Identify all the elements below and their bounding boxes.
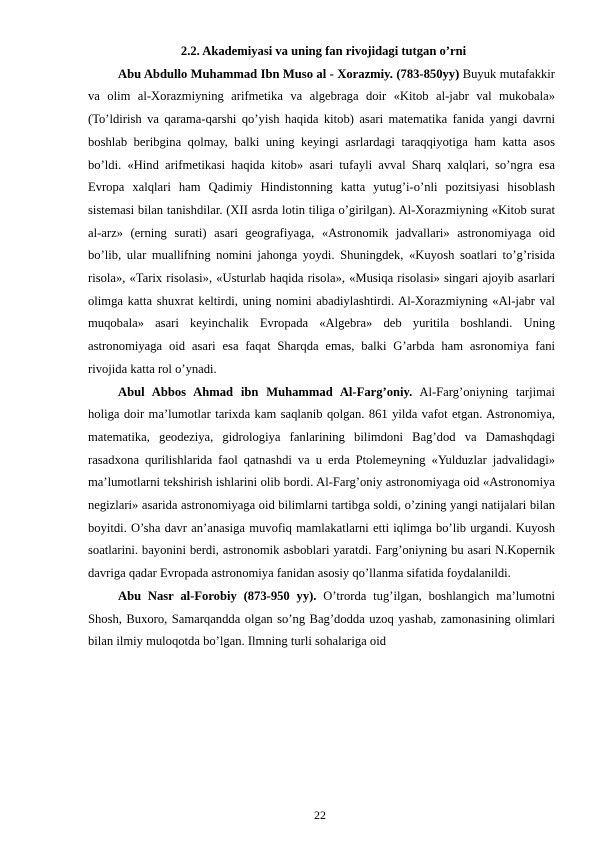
paragraph-lead: Abu Abdullo Muhammad Ibn Muso al - Xorazmiy. (783-850yy)	[118, 66, 460, 81]
paragraph-lead: Abul Abbos Ahmad ibn Muhammad Al-Farg’oniy.	[118, 384, 413, 399]
paragraph-forobiy	[88, 585, 555, 653]
paragraph-fargoniy	[88, 381, 555, 585]
paragraph-body: O’trorda tug’ilgan, boshlangich ma’lumotni Shosh, Buxoro, Samarqandda olgan so’ng Bag’dodda uzoq yashab, zamonasining olimlari bilan ilmiy muloqotda bo’lgan. Ilmning turli sohalariga oid	[88, 588, 555, 649]
document-page	[88, 40, 555, 653]
page-number: 22	[314, 808, 326, 822]
paragraph-body: Buyuk mutafakkir va olim al-Xorazmiyning arifmetika va algebraga doir «Kitob al-jabr val mukobala» (To’ldirish va qarama-qarshi qo’yish haqida kitob) asari matematika fanida yangi davrni boshlab beribgina qolmay, balki uning keyingi asrlardagi taraqqiyotiga ham katta asos bo’ldi. «Hind arifmetikasi haqida kitob» asari tufayli avval Sharq xalqlari, so’ngra esa Evropa xalqlari ham Qadimiy Hindistonning katta yutug’i-o’nli pozitsiyasi hisoblash sistemasi bilan tanishdilar. (XII asrda lotin tiliga o’girilgan). Al-Xorazmiyning «Kitob surat al-arz» (erning surati) asari geografiyaga, «Astronomik jadvallari» astronomiyaga oid bo’lib, ular muallifning nomini jahonga yoydi. Shuningdek, «Kuyosh soatlari to’g’risida risola», «Tarix risolasi», «Usturlab haqida risola», «Musiqa risolasi» singari ajoyib asarlari olimga katta shuxrat keltirdi, uning nomini abadiylashtirdi. Al-Xorazmiyning «Al-jabr val muqobala» asari keyinchalik Evropada «Algebra» deb yuritila boshlandi. Uning astronomiyaga oid asari esa faqat Sharqda emas, balki G’arbda ham asronomiya fani rivojida katta rol o’ynadi.	[88, 66, 555, 376]
paragraph-body: Al-Farg’oniyning tarjimai holiga doir ma’lumotlar tarixda kam saqlanib qolgan. 861 yilda vafot etgan. Astronomiya, matematika, geodeziya, gidrologiya fanlarining bilimdoni Bag’dod va Damashqdagi rasadxona qurilishlarida faol qatnashdi va u erda Ptolemeyning «Yulduzlar jadvalidagi» ma’lumotlarni tekshirish ishlarini olib bordi. Al-Farg’oniy astronomiyaga oid «Astronomiya negizlari» asarida astronomiyaga oid bilimlarni tartibga soldi, o’zining yangi natijalari bilan boyitdi. O’sha davr an’anasiga muvofiq mamlakatlarni etti iqlimga bo’lib urgandi. Kuyosh soatlarini. bayonini berdi, astronomik asboblari yaratdi. Farg’oniyning bu asari N.Kopernik davriga qadar Evropada astronomiya fanidan asosiy qo’llanma sifatida foydalanildi.	[88, 384, 555, 581]
section-heading: 2.2. Akademiyasi va uning fan rivojidagi tutgan o’rni	[180, 44, 467, 58]
paragraph-lead: Abu Nasr al-Forobiy (873-950 yy).	[118, 588, 317, 603]
paragraph-xorazmiy	[88, 63, 555, 381]
